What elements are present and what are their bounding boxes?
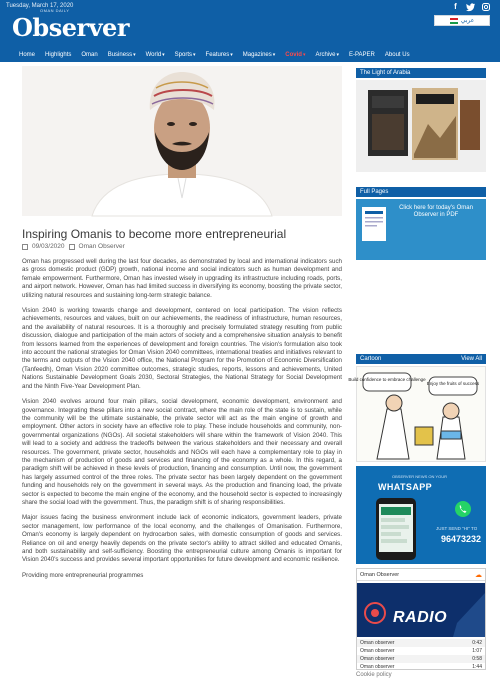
radio-header [357, 569, 485, 581]
chevron-down-icon: ▾ [162, 52, 165, 58]
whatsapp-icon [454, 500, 472, 518]
main-nav [0, 48, 500, 62]
nav-item-label: Magazines [242, 52, 272, 58]
light-of-arabia-heading: The Light of Arabia [356, 68, 486, 78]
article-paragraph: Major issues facing the business environment include lack of economic indicators, government leaders, private sector management, low performance of the local economy, and the challenges of Omanisation. Furthermore, Oman's economy is largely dependent on hydrocarbon sales, with domestic consumption of goods and services. Reliance on oil and energy heavily depends on the private sector's ability to attract skilled and educated Omanis, and both sustainability and self-sufficiency. Boosting the entrepreneurial culture among Omanis is important for Vision 2040's success and provides several important opportunities for future development and economic resilience. [22, 514, 342, 564]
oman-flag-icon [450, 18, 458, 24]
nav-item-label: Archive [315, 52, 336, 58]
radio-track-name: Oman observer [360, 664, 395, 670]
nav-item-about-us[interactable] [380, 52, 415, 58]
cartoon-widget [348, 354, 486, 462]
chevron-down-icon: ▾ [302, 52, 306, 58]
radio-track-name: Oman observer [360, 648, 395, 654]
radio-track[interactable] [357, 647, 485, 655]
article-paragraph: Providing more entrepreneurial programmes [22, 571, 144, 579]
article-body [22, 258, 342, 587]
article-paragraph: Vision 2040 evolves around four main pillars, social development, economic development, environment and governance. Integrating these pillars into a new social contract, where the main role of the state is to sustain, while the community will be the ultimate sustainable, the private sector will act as the main engine of growth and employment. Other actors in society have an effective role to play. These include households and community, non-governmental organizations (NGOs). All societal stakeholders will share within the framework of Vision 2040. This will lead to a society and address the tradeoffs between the various stakeholders and their necessary and overall resources. The government, private sector, households and NGOs will each have a complementary role to play in the mechanism of production of goods and services and financing of the economy as a whole. In this regard, a paradigm shift will be achieved in these levels of production, financing and consumption. Until now, the government has largely assumed control of the three roles. The private sector has been largely dependent on the government funding and households rely on the government in several ways. As the production and financing load, the private sector is expected to become the main engine of the economy, and the household sector is expected to increasingly share the social load with the government. Thus, the paradigm shift is of sharing responsibilities. [22, 398, 342, 506]
article-paragraph: Oman has progressed well during the last four decades, as demonstrated by local and international indicators such as gross domestic product (GDP) growth, national income and social indicators such as human development and female empowerment. Furthermore, Oman has invested wisely in upgrading its infrastructure including roads, ports, and airport network. However, Oman has had limited success in diversifying its economy, boosting the private sector, utilizing natural resources and sustaining long-term strategic balance. [22, 258, 342, 299]
nav-item-highlights[interactable] [40, 52, 76, 58]
nav-item-label: E-PAPER [348, 52, 375, 58]
radio-track-time: 0:42 [472, 640, 482, 646]
radio-track-time: 1:07 [472, 648, 482, 654]
radio-widget [356, 568, 486, 670]
magazine-cover-image [356, 80, 486, 172]
site-logo[interactable]: Observer [12, 13, 129, 42]
article-meta [22, 243, 125, 250]
article-author[interactable]: Oman Observer [78, 243, 125, 250]
nav-item-features[interactable] [201, 52, 238, 58]
site-header [0, 0, 500, 62]
chevron-down-icon: ▾ [193, 52, 196, 58]
phone-illustration [362, 496, 432, 562]
nav-item-covid[interactable] [280, 52, 310, 58]
article-hero-image [22, 66, 342, 216]
chevron-down-icon: ▾ [336, 52, 339, 58]
article-date: 09/03/2020 [32, 243, 65, 250]
whatsapp-instruction: JUST SEND "HI" TO [436, 526, 478, 531]
nav-item-label: Home [19, 52, 36, 58]
cartoon-drawing [348, 367, 485, 461]
light-of-arabia-widget [356, 68, 486, 172]
cookie-policy-link[interactable]: Cookie policy [356, 672, 392, 678]
article-paragraph: Vision 2040 is working towards change and development, centered on local participation. The vision reflects achievements, resources and values, built on our achievements, the readiness of infrastructure, human resources, and the availability of natural resources. It is a thoroughly and precisely formulated strategy resulting from public discussion, dialogue and participation of the main actors of society and a comprehensive situation analysis to benefit from lessons learned from the experiences of development and foreign countries. The vision's formulation also took into account the national strategies for Oman Vision 2040 committees, international treaties and initiatives relevant to the terms and outputs of the Vision 2040 office, the National Program for the Promotion of Economic Diversification (Tanfeedh), Oman Vision 2020 committee outcomes, strategic studies, reports, lessons and achievements, United Nations Sustainable Development Goals 2030, Sectoral Strategies, the National Strategy for Social Development and the Ninth Five-Year Development Plan. [22, 307, 342, 390]
radio-track-time: 1:44 [472, 664, 482, 670]
radio-track[interactable] [357, 663, 485, 671]
social-links [451, 2, 490, 11]
full-pages-widget [356, 187, 486, 260]
radio-track-time: 0:58 [472, 656, 482, 662]
full-pages-heading: Full Pages [356, 187, 486, 197]
nav-item-label: About Us [384, 52, 410, 58]
instagram-icon[interactable] [481, 2, 490, 11]
cartoon-bubble-text-2: Enjoy the fruits of success [426, 381, 480, 386]
whatsapp-number: 96473232 [441, 534, 482, 544]
author-icon [69, 244, 75, 250]
chevron-down-icon: ▾ [272, 52, 276, 58]
nav-item-archive[interactable] [310, 52, 344, 58]
chevron-down-icon: ▾ [133, 52, 136, 58]
nav-item-label: Features [205, 52, 230, 58]
nav-item-label: Sports [174, 52, 193, 58]
portrait-image [22, 66, 342, 216]
cartoon-heading: Cartoon View All [356, 354, 486, 364]
nav-item-world[interactable] [141, 52, 170, 58]
cartoon-view-all-link[interactable]: View All [461, 356, 482, 362]
nav-item-label: Highlights [45, 52, 72, 58]
soundcloud-icon[interactable]: ☁ [475, 571, 482, 579]
nav-item-business[interactable] [103, 52, 141, 58]
nav-item-magazines[interactable] [238, 52, 281, 58]
nav-item-label: World [145, 52, 162, 58]
nav-item-sports[interactable] [170, 52, 201, 58]
nav-item-home[interactable] [14, 52, 40, 58]
whatsapp-title: WHATSAPP [378, 482, 433, 492]
cartoon-image[interactable] [348, 366, 486, 462]
logo-tagline: OMAN DAILY [40, 8, 70, 13]
radio-title: RADIO [393, 609, 448, 626]
arabic-language-button[interactable] [434, 15, 490, 26]
radio-track-name: Oman observer [360, 640, 395, 646]
article-title: Inspiring Omanis to become more entrepreneurial [22, 227, 287, 241]
radio-brand: Oman Observer [360, 571, 400, 578]
cartoon-bubble-text-1: Build confidence to embrace challenge [348, 377, 426, 382]
language-label: عربي [460, 18, 475, 24]
light-of-arabia-cover[interactable] [356, 80, 486, 172]
header-date: Tuesday, March 17, 2020 [6, 3, 74, 9]
twitter-icon[interactable] [466, 2, 475, 11]
nav-item-label: Business [107, 52, 133, 58]
nav-item-e-paper[interactable] [344, 52, 380, 58]
whatsapp-subtitle: OBSERVER NEWS ON YOUR [392, 474, 447, 479]
chevron-down-icon: ▾ [230, 52, 233, 58]
radio-banner[interactable] [357, 583, 485, 637]
calendar-icon [22, 244, 28, 250]
radio-playlist [357, 639, 485, 671]
full-pages-text[interactable]: Click here for today's Oman Observer in PDF [399, 205, 473, 218]
nav-item-oman[interactable] [76, 52, 102, 58]
whatsapp-promo[interactable] [356, 466, 486, 564]
radio-track-name: Oman observer [360, 656, 395, 662]
facebook-icon[interactable]: f [454, 2, 457, 11]
radio-track[interactable] [357, 639, 485, 647]
nav-item-label: Covid [285, 52, 302, 58]
radio-track[interactable] [357, 655, 485, 663]
nav-item-label: Oman [81, 52, 98, 58]
